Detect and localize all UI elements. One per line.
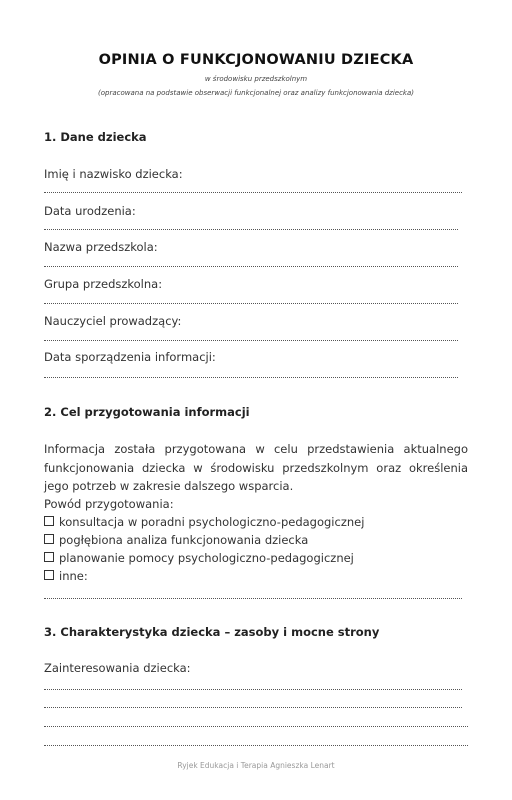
option-other[interactable] (44, 569, 88, 583)
reason-label: Powód przygotowania: (44, 497, 174, 511)
field-label-group: Grupa przedszkolna: (44, 277, 163, 291)
field-label-preschool-name: Nazwa przedszkola: (44, 240, 158, 254)
field-line-report-date[interactable] (44, 377, 458, 378)
document-subtitle: w środowisku przedszkolnym (204, 75, 308, 83)
section-1-title: 1. Dane dziecka (44, 130, 147, 144)
option-label: inne: (59, 569, 88, 583)
option-label: planowanie pomocy psychologiczno-pedagogicznej (59, 551, 354, 565)
document-title: OPINIA O FUNKCJONOWANIU DZIECKA (98, 52, 414, 68)
field-line-birth-date[interactable] (44, 229, 458, 230)
option-label: konsultacja w poradni psychologiczno-pedagogicznej (59, 515, 365, 529)
purpose-paragraph: Informacja została przygotowana w celu przedstawienia aktualnego funkcjonowania dziecka w środowisku przedszkolnym oraz określenia jego potrzeb w zakresie dalszego wsparcia. (44, 442, 468, 493)
field-label-interests: Zainteresowania dziecka: (44, 661, 191, 675)
field-line-interests-4[interactable] (44, 745, 468, 746)
checkbox-icon[interactable] (44, 534, 54, 544)
field-label-teacher: Nauczyciel prowadzący: (44, 314, 182, 328)
checkbox-icon[interactable] (44, 552, 54, 562)
option-consultation[interactable] (44, 515, 364, 529)
field-line-group[interactable] (44, 303, 458, 304)
option-deep-analysis[interactable] (44, 533, 308, 547)
field-line-interests-3[interactable] (44, 726, 468, 727)
checkbox-icon[interactable] (44, 516, 54, 526)
section-2-title: 2. Cel przygotowania informacji (44, 405, 250, 419)
field-label-report-date: Data sporządzenia informacji: (44, 350, 216, 364)
option-support-planning[interactable] (44, 551, 354, 565)
field-line-other[interactable] (44, 598, 462, 599)
field-line-preschool-name[interactable] (44, 266, 458, 267)
field-line-teacher[interactable] (44, 340, 458, 341)
field-line-interests-2[interactable] (44, 707, 462, 708)
document-subtitle-note: (opracowana na podstawie obserwacji funkcjonalnej oraz analizy funkcjonowania dziecka) (98, 89, 414, 97)
checkbox-icon[interactable] (44, 570, 54, 580)
section-3-title: 3. Charakterystyka dziecka – zasoby i mocne strony (44, 625, 380, 639)
field-line-interests-1[interactable] (44, 689, 462, 690)
field-label-birth-date: Data urodzenia: (44, 204, 136, 218)
option-label: pogłębiona analiza funkcjonowania dziecka (59, 533, 309, 547)
footer-text: Ryjek Edukacja i Terapia Agnieszka Lenart (177, 761, 335, 770)
field-line-child-name[interactable] (44, 192, 462, 193)
field-label-child-name: Imię i nazwisko dziecka: (44, 167, 183, 181)
